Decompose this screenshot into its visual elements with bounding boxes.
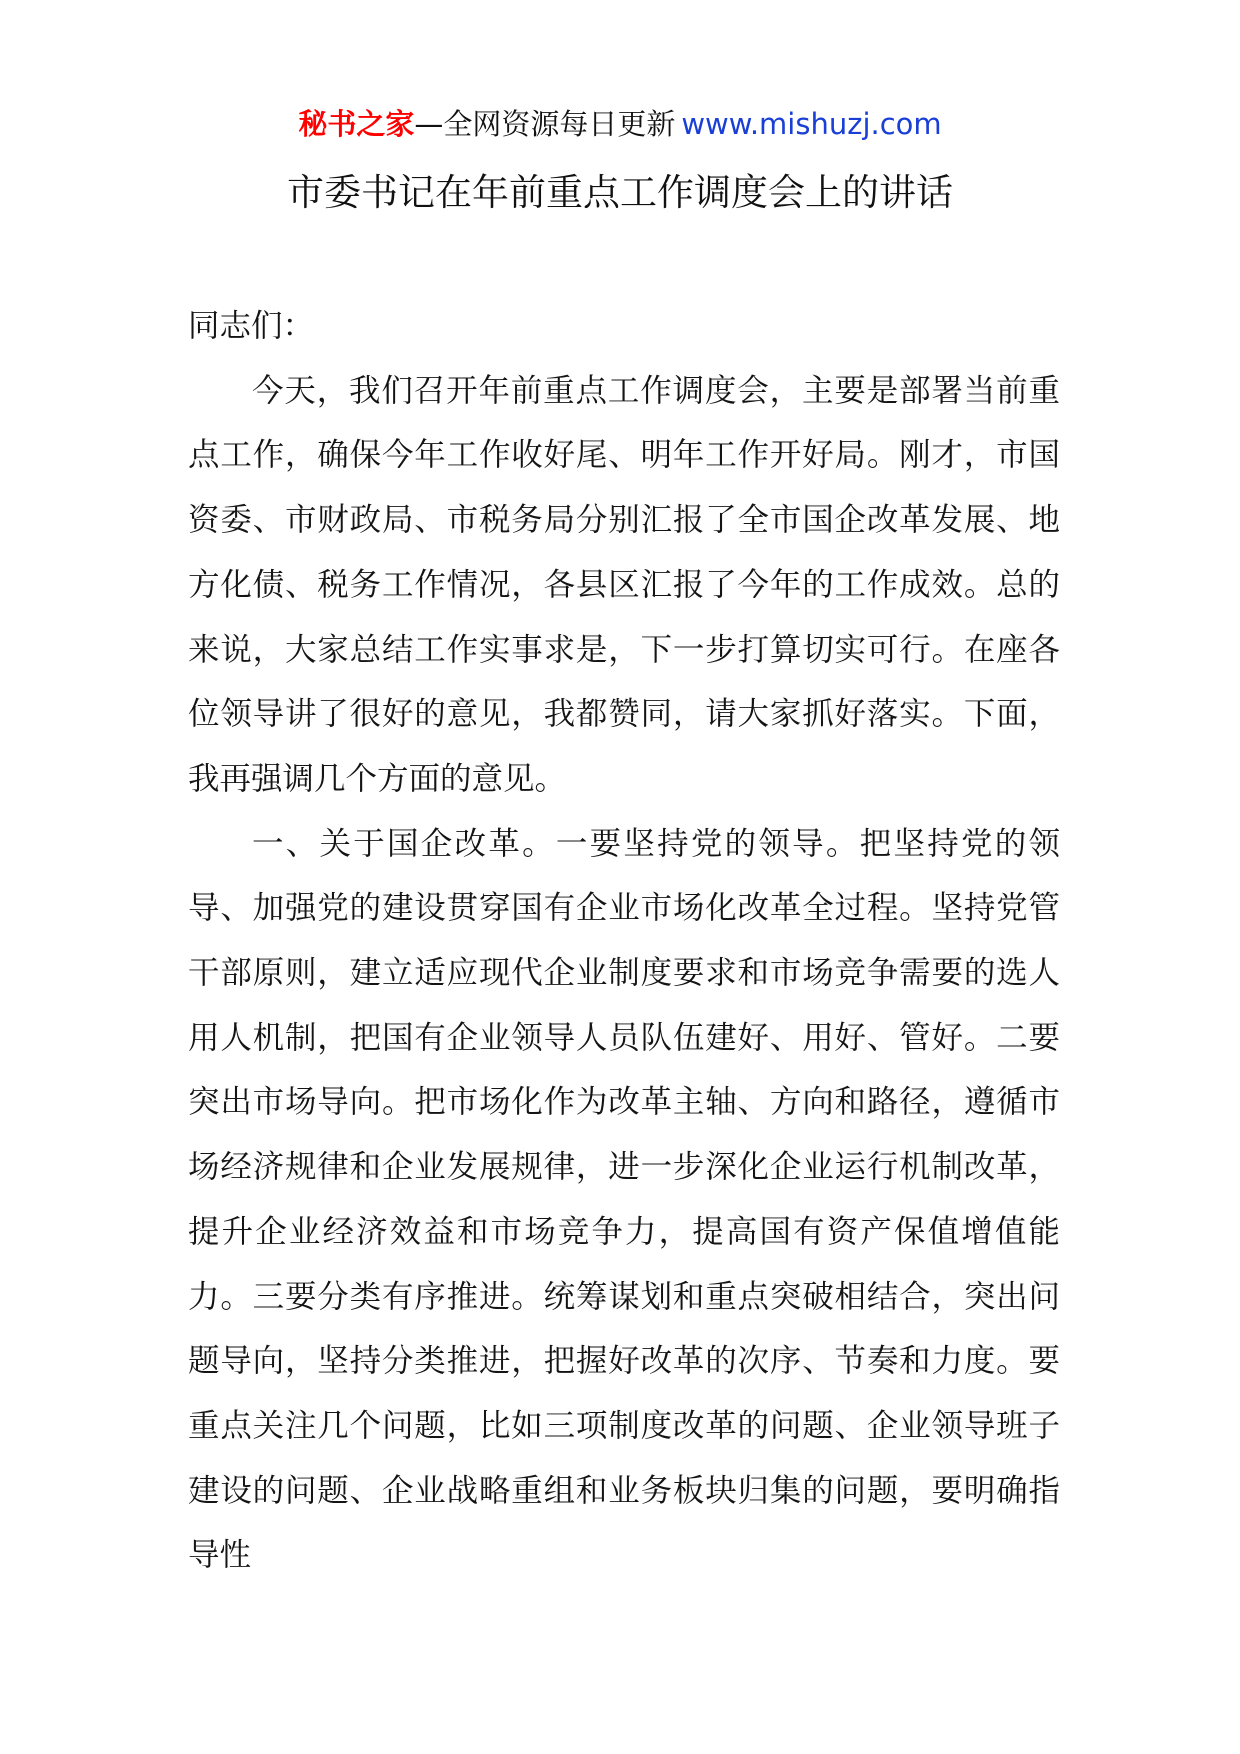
paragraph-1: 今天，我们召开年前重点工作调度会，主要是部署当前重点工作，确保今年工作收好尾、明年工作开好局。刚才，市国资委、市财政局、市税务局分别汇报了全市国企改革发展、地方化债、税务工作情况，各县区汇报了今年的工作成效。总的来说，大家总结工作实事求是，下一步打算切实可行。在座各位领导讲了很好的意见，我都赞同，请大家抓好落实。下面，我再强调几个方面的意见。: [188, 372, 1060, 797]
paragraph-2: 一、关于国企改革。一要坚持党的领导。把坚持党的领导、加强党的建设贯穿国有企业市场化改革全过程。坚持党管干部原则，建立适应现代企业制度要求和市场竞争需要的选人用人机制，把国有企业领导人员队伍建好、用好、管好。二要突出市场导向。把市场化作为改革主轴、方向和路径，遵循市场经济规律和企业发展规律，进一步深化企业运行机制改革，提升企业经济效益和市场竞争力，提高国有资产保值增值能力。三要分类有序推进。统筹谋划和重点突破相结合，突出问题导向，坚持分类推进，把握好改革的次序、节奏和力度。要重点关注几个问题，比如三项制度改革的问题、企业领导班子建设的问题、企业战略重组和业务板块归集的问题，要明确指导性: [188, 825, 1060, 1574]
document-body: [188, 294, 1060, 1588]
document-title: 市委书记在年前重点工作调度会上的讲话: [287, 171, 953, 214]
site-url-link[interactable]: www.mishuzj.com: [681, 107, 942, 141]
header-tagline: —全网资源每日更新: [414, 107, 676, 141]
brand-name: 秘书之家: [298, 107, 415, 141]
site-header: [0, 104, 1240, 144]
salutation: 同志们：: [188, 308, 315, 344]
